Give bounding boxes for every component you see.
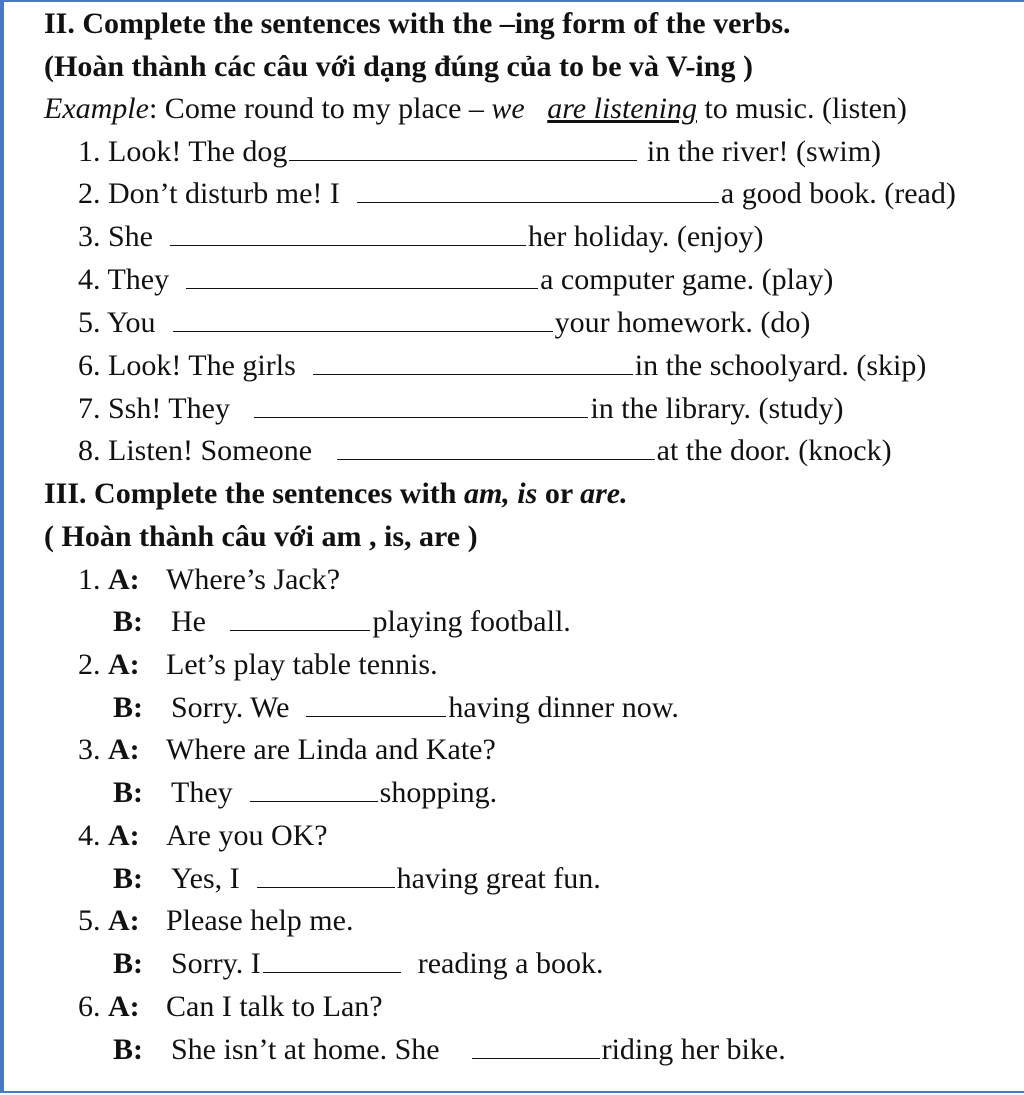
dialog-a-text: Where are Linda and Kate? (166, 733, 496, 766)
speaker-a: A: (108, 819, 140, 852)
dialog-b-line (113, 1032, 786, 1068)
section-3-subtitle: ( Hoàn thành câu với am , is, are ) (44, 520, 478, 553)
item-number: 5. (78, 306, 101, 339)
item-text-before: Look! The dog (108, 135, 288, 168)
dialog-a-text: Please help me. (166, 904, 354, 937)
title-am-is: am, is (463, 477, 538, 510)
exercise-2-item (78, 176, 956, 212)
dialog-b-before: They (171, 776, 233, 809)
section-2-subtitle: (Hoàn thành các câu với dạng đúng của to be và V-ing ) (44, 50, 753, 83)
answer-blank[interactable] (170, 219, 526, 246)
answer-blank[interactable] (186, 262, 538, 289)
title-prefix: III. Complete the sentences with (44, 477, 464, 510)
title-or: or (537, 477, 581, 510)
item-number: 1. (78, 135, 101, 168)
dialog-b-after: shopping. (379, 776, 498, 809)
example-text-before: : Come round to my place – (148, 92, 492, 125)
item-number: 6. (78, 349, 101, 382)
item-text-before: Look! The girls (108, 349, 296, 382)
item-number: 3. (78, 220, 101, 253)
exercise-2-item (78, 391, 843, 427)
example-answer: are listening (547, 92, 697, 125)
item-number: 4. (78, 263, 101, 296)
dialog-b-after: reading a book. (417, 947, 604, 980)
exercise-2-item (78, 219, 763, 255)
item-text-after: in the schoolyard. (skip) (634, 349, 927, 382)
dialog-number: 3. (78, 733, 101, 766)
item-number: 7. (78, 392, 101, 425)
section-3-title (44, 476, 628, 512)
item-number: 2. (78, 177, 101, 210)
dialog-b-line (113, 690, 679, 726)
dialog-a-line (78, 818, 328, 854)
dialog-b-line (113, 604, 571, 640)
dialog-number: 4. (78, 819, 101, 852)
dialog-a-text: Let’s play table tennis. (166, 648, 438, 681)
dialog-b-before: Sorry. We (171, 691, 290, 724)
exercise-2-item (78, 433, 892, 469)
example-line (44, 91, 907, 127)
dialog-b-line (113, 861, 601, 897)
item-text-after: your homework. (do) (554, 306, 811, 339)
item-text-before: You (106, 306, 156, 339)
section-2-title: II. Complete the sentences with the –ing form of the verbs. (44, 7, 791, 40)
answer-blank[interactable] (313, 348, 633, 375)
speaker-a: A: (108, 733, 140, 766)
answer-blank[interactable] (289, 134, 637, 161)
item-text-after: a computer game. (play) (540, 263, 834, 296)
item-text-before: Listen! Someone (108, 434, 313, 467)
dialog-b-after: riding her bike. (601, 1033, 786, 1066)
dialog-number: 2. (78, 648, 101, 681)
item-text-after: a good book. (read) (720, 177, 956, 210)
dialog-a-text: Are you OK? (166, 819, 328, 852)
dialog-b-before: He (171, 605, 206, 638)
dialog-number: 5. (78, 904, 101, 937)
item-text-before: They (107, 263, 170, 296)
dialog-b-line (113, 775, 497, 811)
item-text-after: her holiday. (enjoy) (528, 220, 764, 253)
dialog-b-after: having great fun. (396, 862, 601, 895)
exercise-2-item (78, 305, 810, 341)
dialog-a-line (78, 562, 340, 598)
item-text-after: at the door. (knock) (656, 434, 892, 467)
answer-blank[interactable] (306, 690, 446, 717)
exercise-2-item (78, 134, 881, 170)
dialog-b-after: having dinner now. (448, 691, 679, 724)
speaker-b: B: (113, 776, 143, 809)
answer-blank[interactable] (173, 305, 553, 332)
exercise-2-item (78, 262, 833, 298)
example-we: we (491, 92, 525, 125)
answer-blank[interactable] (230, 604, 370, 631)
dialog-b-before: Sorry. I (171, 947, 261, 980)
title-are: are. (580, 477, 628, 510)
dialog-a-line (78, 732, 496, 768)
speaker-b: B: (113, 862, 143, 895)
answer-blank[interactable] (472, 1032, 600, 1059)
speaker-a: A: (108, 904, 140, 937)
dialog-a-line (78, 647, 438, 683)
dialog-b-before: She isn’t at home. She (171, 1033, 440, 1066)
answer-blank[interactable] (250, 775, 378, 802)
item-text-before: Don’t disturb me! I (108, 177, 340, 210)
example-label: Example (44, 92, 149, 125)
speaker-a: A: (108, 648, 140, 681)
speaker-a: A: (108, 990, 140, 1023)
item-text-after: in the river! (swim) (646, 135, 882, 168)
dialog-a-line (78, 903, 353, 939)
answer-blank[interactable] (254, 391, 588, 418)
dialog-b-after: playing football. (372, 605, 571, 638)
dialog-a-line (78, 989, 383, 1025)
dialog-number: 1. (78, 563, 101, 596)
speaker-b: B: (113, 605, 143, 638)
speaker-b: B: (113, 691, 143, 724)
exercise-2-item (78, 348, 926, 384)
answer-blank[interactable] (357, 176, 719, 203)
dialog-a-text: Can I talk to Lan? (166, 990, 383, 1023)
dialog-b-line (113, 946, 604, 982)
item-text-before: Ssh! They (108, 392, 230, 425)
speaker-a: A: (108, 563, 140, 596)
dialog-b-before: Yes, I (171, 862, 240, 895)
answer-blank[interactable] (337, 433, 655, 460)
item-text-after: in the library. (study) (590, 392, 844, 425)
answer-blank[interactable] (257, 861, 395, 888)
dialog-a-text: Where’s Jack? (166, 563, 341, 596)
speaker-b: B: (113, 1033, 143, 1066)
example-text-after: to music. (listen) (696, 92, 907, 125)
item-number: 8. (78, 434, 101, 467)
dialog-number: 6. (78, 990, 101, 1023)
speaker-b: B: (113, 947, 143, 980)
answer-blank[interactable] (263, 946, 401, 973)
item-text-before: She (108, 220, 153, 253)
